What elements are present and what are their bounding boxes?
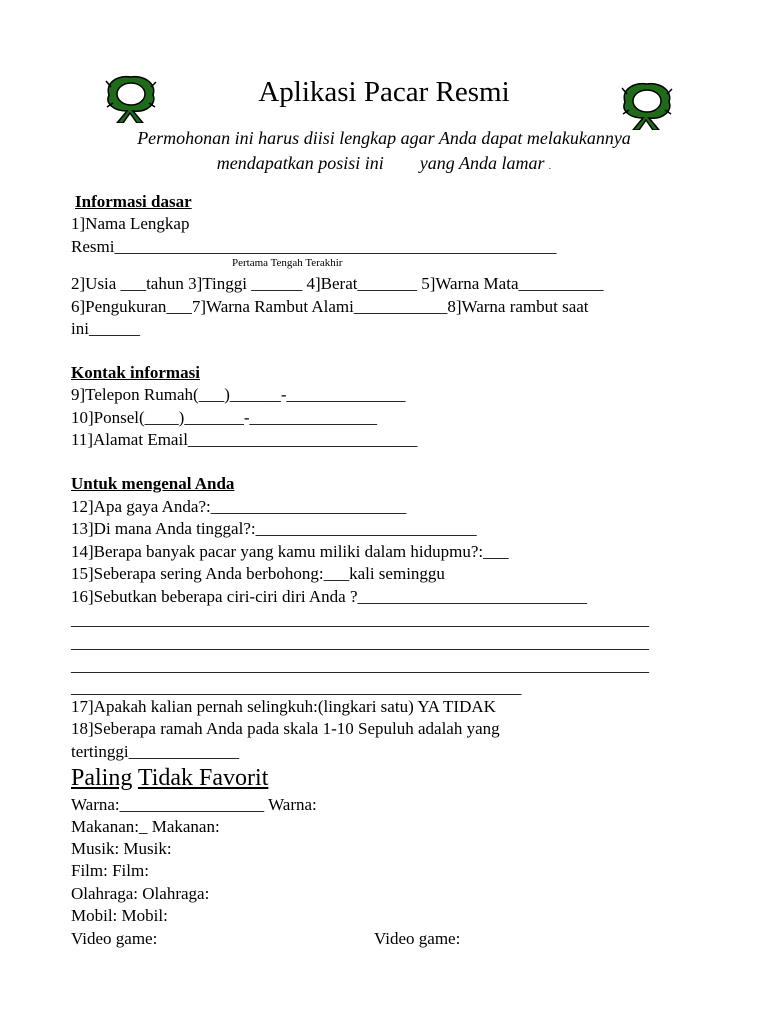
field-video-game-least[interactable]: Video game: [374,929,461,948]
section-heading-favorites [71,763,268,793]
section-heading-about: Untuk mengenal Anda [71,474,235,493]
field-full-name[interactable]: Resmi____________________________________________________ [71,237,557,256]
field-sport[interactable]: Olahraga: Olahraga: [71,884,210,903]
blank-line[interactable]: _____________________________________________________ [71,678,522,697]
subtitle-line-1: Permohonan ini harus diisi lengkap agar Anda dapat melakukannya [137,128,631,148]
section-heading-contact: Kontak informasi [71,363,200,382]
field-traits[interactable]: 16]Sebutkan beberapa ciri-ciri diri Anda ?___________________________ [71,587,588,606]
favorites-heading-least: Tidak Favorit [137,765,269,791]
subtitle-line-2 [0,151,768,178]
field-partner-count[interactable]: 14]Berapa banyak pacar yang kamu miliki dalam hidupmu?:___ [71,542,509,561]
field-music[interactable]: Musik: Musik: [71,839,172,858]
blank-line[interactable]: ____________________________________________________________________ [71,610,649,629]
name-hint: Pertama Tengah Terakhir [232,257,343,269]
section-heading-basic-info: Informasi dasar [75,192,192,211]
field-film[interactable]: Film: Film: [71,861,149,880]
favorites-heading-most: Paling [71,765,133,791]
field-measurements-hair[interactable]: 6]Pengukuran___7]Warna Rambut Alami___________8]Warna rambut saat [71,297,589,316]
field-home-phone[interactable]: 9]Telepon Rumah(___)______-______________ [71,385,406,404]
field-friendliness[interactable]: 18]Seberapa ramah Anda pada skala 1-10 Sepuluh adalah yang [71,719,500,738]
field-style[interactable]: 12]Apa gaya Anda?:_______________________ [71,497,407,516]
field-cheating[interactable]: 17]Apakah kalian pernah selingkuh:(lingkari satu) YA TIDAK [71,697,496,716]
subtitle-line-2-text: mendapatkan posisi ini yang Anda lamar [216,153,545,173]
field-food[interactable]: Makanan:_ Makanan: [71,817,220,836]
blank-line[interactable]: ____________________________________________________________________ [71,656,649,675]
page-title: Aplikasi Pacar Resmi [258,76,510,108]
field-email[interactable]: 11]Alamat Email___________________________ [71,430,418,449]
field-age-height-weight-eyes[interactable]: 2]Usia ___tahun 3]Tinggi ______ 4]Berat_______ 5]Warna Mata__________ [71,274,604,293]
field-friendliness-value[interactable]: tertinggi_____________ [71,742,240,761]
field-full-name-label: 1]Nama Lengkap [71,214,190,233]
blank-line[interactable]: ____________________________________________________________________ [71,633,649,652]
field-lie-frequency[interactable]: 15]Seberapa sering Anda berbohong:___kali seminggu [71,564,445,583]
field-car[interactable]: Mobil: Mobil: [71,906,168,925]
field-video-game-most[interactable]: Video game: [71,929,158,948]
subtitle-dot: . [548,161,552,171]
field-color[interactable]: Warna:_________________ Warna: [71,795,317,814]
field-mobile-phone[interactable]: 10]Ponsel(____)_______-_______________ [71,408,377,427]
field-current-hair[interactable]: ini______ [71,319,140,338]
field-residence[interactable]: 13]Di mana Anda tinggal?:__________________________ [71,519,477,538]
